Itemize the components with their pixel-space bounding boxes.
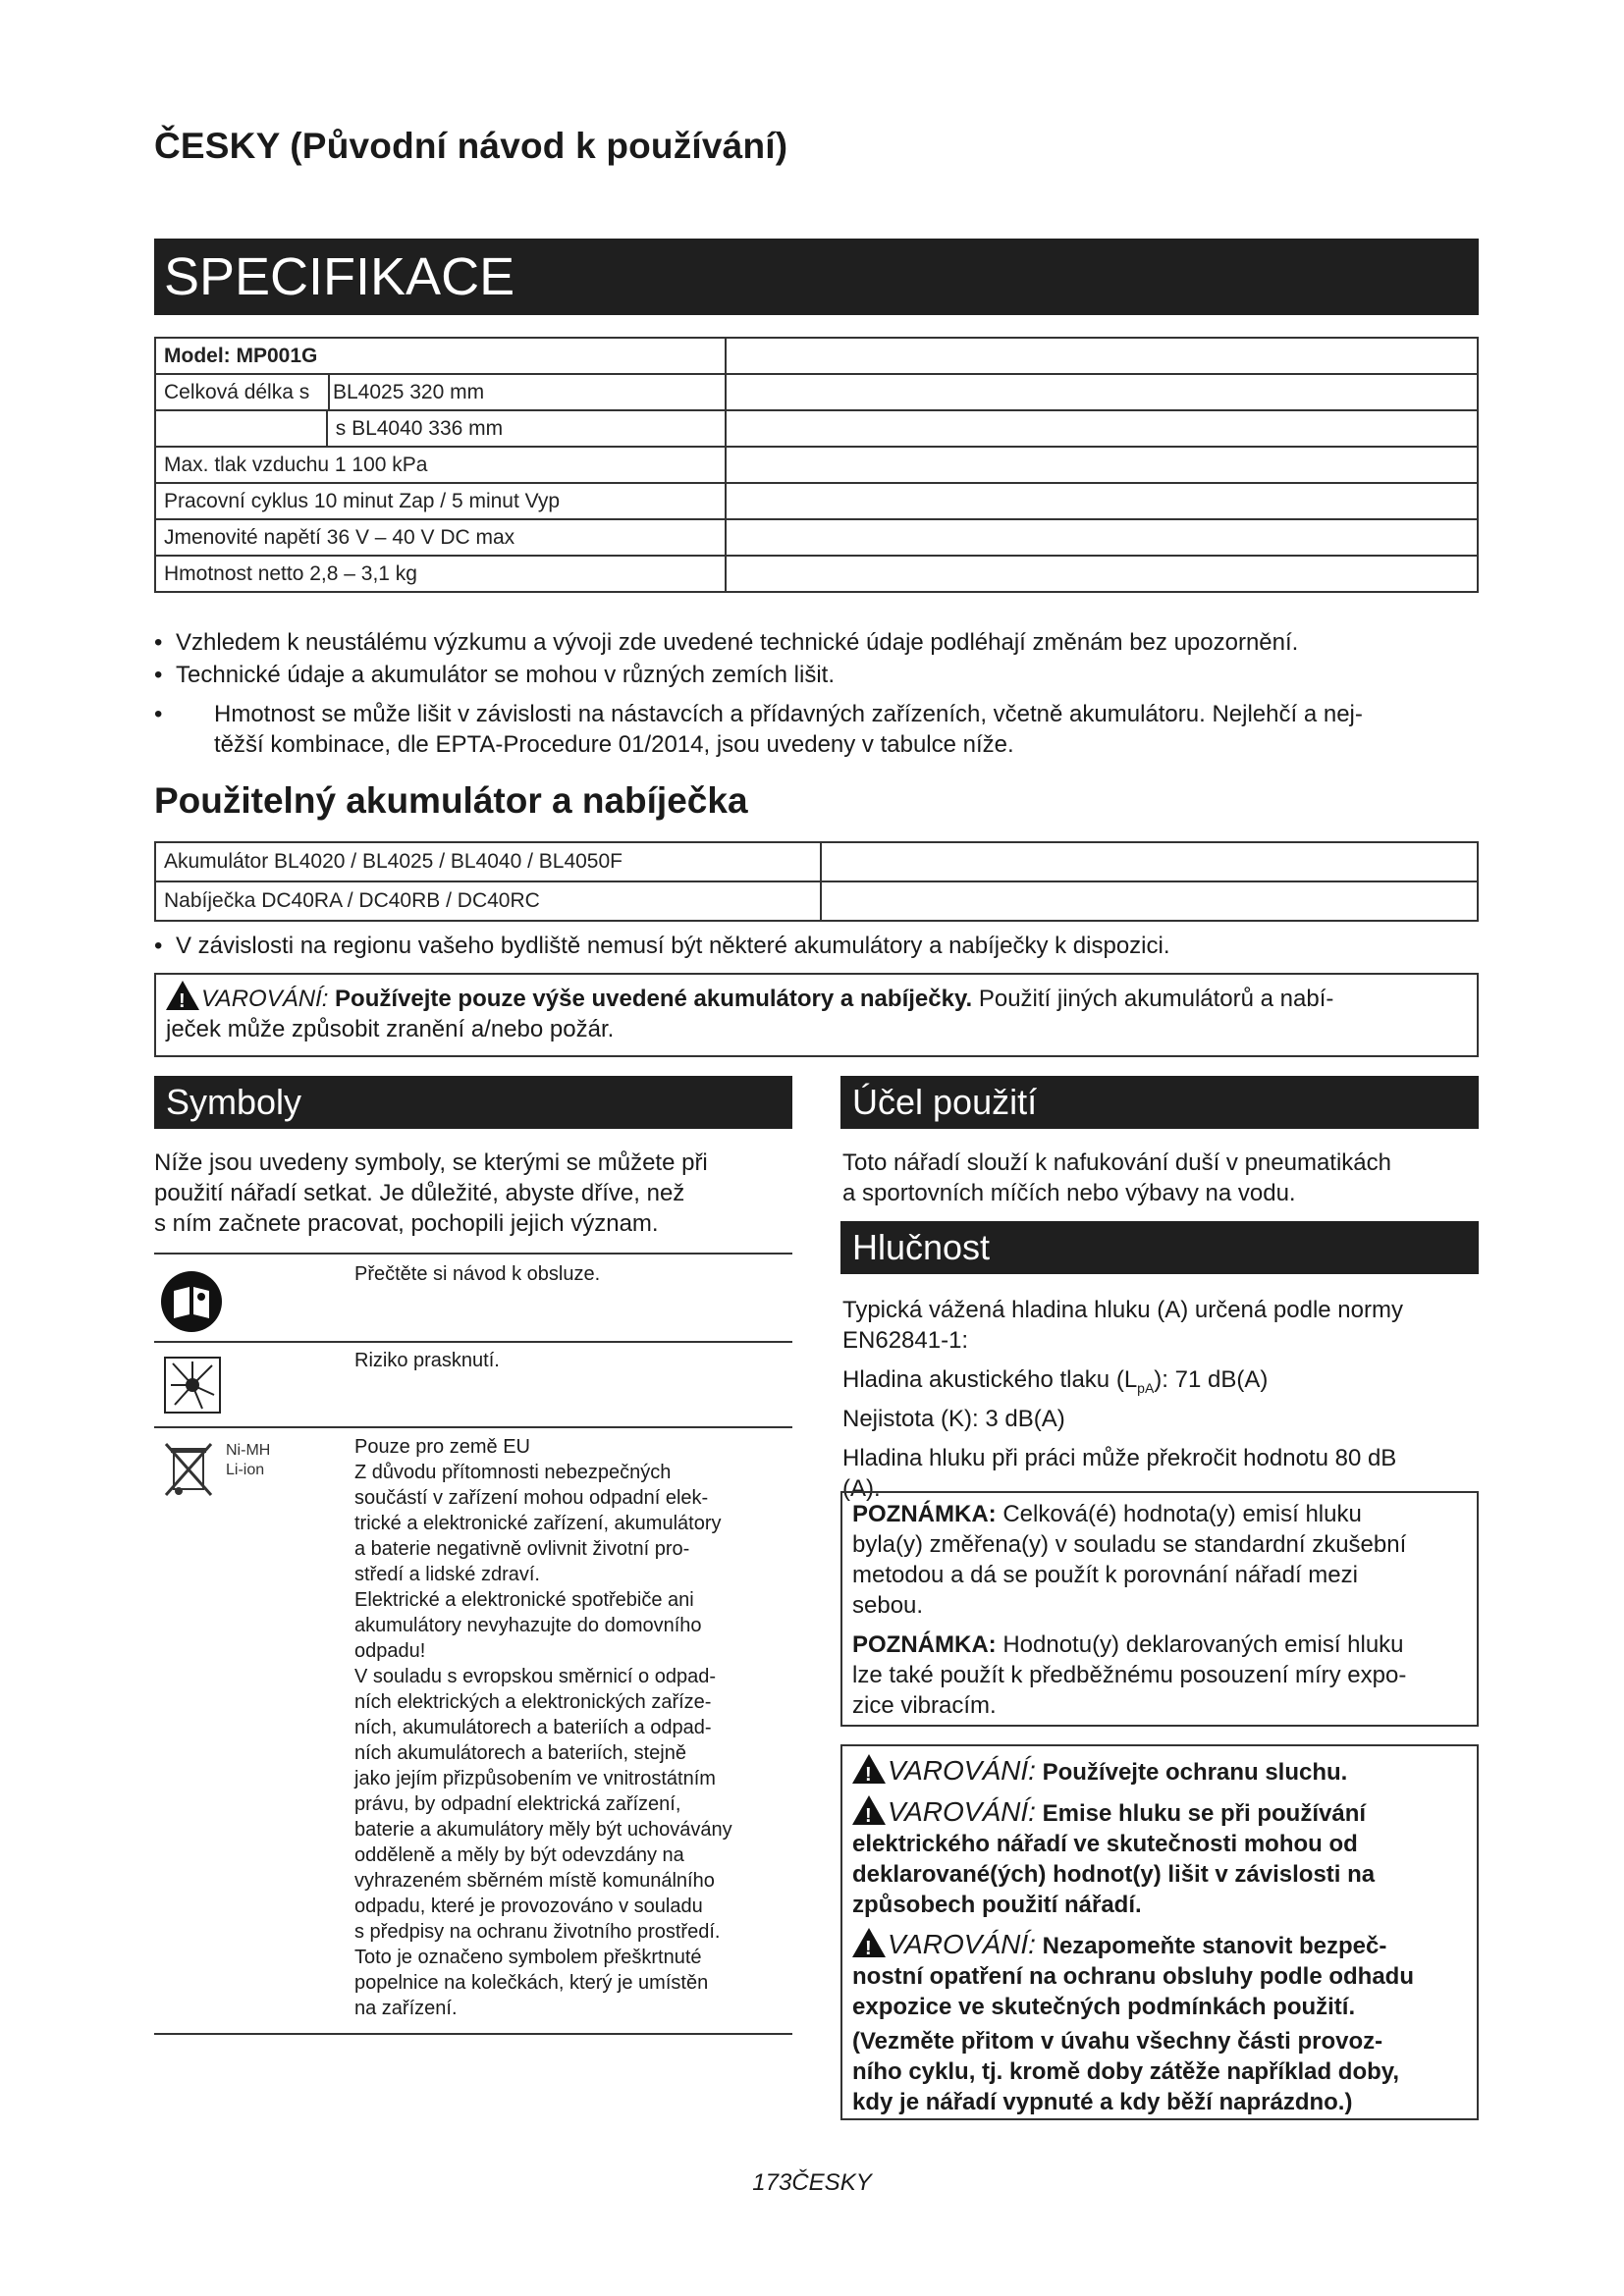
divider (154, 1426, 792, 1428)
noise-warning-box: !VAROVÁNÍ: Používejte ochranu sluchu. !VAROVÁNÍ: Emise hluku se při používání elektrického nářadí ve skutečnosti mohou od deklarované(ých) hodnot(y) lišit v závislosti na způsobech použití nářadí. !VAROVÁNÍ: Nezapomeňte stanovit bezpeč- nostní opatření na ochranu obsluhy podle odhadu expozice ve skutečných podmínkách použití. (Vezměte přitom v úvahu všechny části provoz- ního cyklu, tj. kromě doby zátěže například doby, kdy je nářadí vypnuté a kdy běží naprázdno.) (840, 1744, 1479, 2120)
symbol-text: Přečtěte si návod k obsluze. (354, 1263, 601, 1285)
spec-value-cell (726, 374, 1478, 410)
divider (154, 1253, 792, 1255)
spec-value-cell (726, 483, 1478, 519)
spec-note: • Vzhledem k neustálému výzkumu a vývoji zde uvedené technické údaje podléhají změnám bez upozornění. (154, 629, 1299, 656)
language-title: ČESKY (Původní návod k používání) (154, 126, 788, 166)
battery-types: Ni-MH Li-ion (226, 1442, 271, 1478)
spec-row-weight: Hmotnost netto 2,8 – 3,1 kg (155, 556, 726, 592)
spec-row-cycle: Pracovní cyklus 10 minut Zap / 5 minut Vyp (155, 483, 726, 519)
spec-value-cell (726, 556, 1478, 592)
symbols-intro: Níže jsou uvedeny symboly, se kterými se můžete při použití nářadí setkat. Je důležité, abyste dříve, než s ním začnete pracovat, pochopili jejich význam. (154, 1149, 708, 1237)
model-cell: Model: MP001G (155, 338, 726, 374)
spec-note-line: Hmotnost se může lišit v závislosti na nástavcích a přídavných zařízeních, včetně akumulátoru. Nejlehčí a nej- (214, 701, 1363, 727)
note-label: POZNÁMKA: (852, 1501, 997, 1527)
spec-row-pressure: Max. tlak vzduchu 1 100 kPa (155, 447, 726, 483)
length-label: Celková délka s (164, 381, 310, 403)
divider (154, 2033, 792, 2035)
battery-value-cell (821, 881, 1478, 921)
spec-table (154, 337, 1479, 593)
crossed-bin-icon (162, 1440, 215, 1499)
page-number: 173ČESKY (752, 2169, 872, 2196)
noise-notes-box: POZNÁMKA: Celková(é) hodnota(y) emisí hluku byla(y) změřena(y) v souladu se standardní zkušební metodou a dá se použít k porovnání nářadí mezi sebou. POZNÁMKA: Hodnotu(y) deklarovaných emisí hluku lze také použít k předběžnému posouzení míry expo- zice vibracím. (840, 1491, 1479, 1727)
warning-icon (852, 1928, 886, 1957)
note-label: POZNÁMKA: (852, 1631, 997, 1658)
burst-risk-icon (163, 1356, 222, 1415)
battery-warning-box (154, 973, 1479, 1057)
spec-banner: SPECIFIKACE (154, 239, 1479, 315)
divider (154, 1341, 792, 1343)
noise-heading: Hlučnost (840, 1221, 1479, 1274)
warning-text: Použití jiných akumulátorů a nabí- (972, 986, 1334, 1012)
eu-disposal-text: Pouze pro země EU Z důvodu přítomnosti nebezpečných součástí v zařízení mohou odpadní elek- trické a elektronické zařízení, akumulátory a baterie negativně ovlivnit životní pro- středí a lidské zdraví. Elektrické a elektronické spotřebiče ani akumulátory nevyhazujte do domovního odpadu! V souladu s evropskou směrnicí o odpad- ních elektrických a elektronických zaříze- ních, akumulátorech a bateriích a odpad- ních akumulátorech a bateriích, stejně jako jejím přizpůsobením ve vnitrostátním právu, by odpadní elektrická zařízení, baterie a akumulátory měly být uchovávány odděleně a měly by být odevzdány na vyhrazeném sběrném místě komunálního odpadu, které je provozováno v souladu s předpisy na ochranu životního prostředí. Toto je označeno symbolem přeškrtnuté popelnice na kolečkách, který je umístěn na zařízení. (354, 1436, 732, 2019)
purpose-text: Toto nářadí slouží k nafukování duší v pneumatikách a sportovních míčích nebo výbavy na vodu. (842, 1149, 1391, 1206)
warning-bold: Používejte pouze výše uvedené akumulátory a nabíječky. (328, 986, 973, 1012)
battery-heading: Použitelný akumulátor a nabíječka (154, 780, 748, 821)
spec-row-voltage: Jmenovité napětí 36 V – 40 V DC max (155, 519, 726, 556)
battery-table (154, 841, 1479, 922)
spec-value-cell (726, 410, 1478, 447)
length-value: BL4025 320 mm (333, 381, 485, 403)
spec-note: • Technické údaje a akumulátor se mohou v různých zemích lišit. (154, 662, 835, 688)
warning-icon (852, 1795, 886, 1825)
spec-row-length (155, 374, 726, 410)
spec-note: • Hmotnost se může lišit v závislosti na nástavcích a přídavných zařízeních, včetně akumulátoru. Nejlehčí a nej- těžší kombinace, dle EPTA-Procedure 01/2014, jsou uvedeny v tabulce níže. (154, 701, 1363, 758)
warning-label: VAROVÁNÍ: (201, 986, 329, 1012)
spec-row-length-2: s BL4040 336 mm (327, 410, 726, 447)
purpose-heading: Účel použití (840, 1076, 1479, 1129)
spec-note-line: těžší kombinace, dle EPTA-Procedure 01/2014, jsou uvedeny v tabulce níže. (214, 731, 1014, 758)
battery-row: Akumulátor BL4020 / BL4025 / BL4040 / BL4050F (155, 842, 821, 881)
spec-value-cell (726, 447, 1478, 483)
spec-blank-cell (155, 410, 327, 447)
battery-note: • V závislosti na regionu vašeho bydliště nemusí být některé akumulátory a nabíječky k dispozici. (154, 933, 1170, 959)
spec-value-cell (726, 519, 1478, 556)
noise-text: Typická vážená hladina hluku (A) určená podle normy EN62841-1: Hladina akustického tlaku $(L_{pA})$: 71 dB(A) Nejistota (K): 3 dB(A) Hladina hluku při práci může překročit hodnotu 80 dB (A). (842, 1297, 1403, 1502)
warning-icon (852, 1754, 886, 1784)
symbol-text: Riziko prasknutí. (354, 1350, 500, 1371)
symbols-heading: Symboly (154, 1076, 792, 1129)
spec-value-cell (726, 338, 1478, 374)
read-manual-icon (157, 1267, 226, 1336)
warning-text-line2: ječek může způsobit zranění a/nebo požár. (166, 1016, 615, 1042)
warning-icon (166, 981, 199, 1010)
battery-value-cell (821, 842, 1478, 881)
charger-row: Nabíječka DC40RA / DC40RB / DC40RC (155, 881, 821, 921)
